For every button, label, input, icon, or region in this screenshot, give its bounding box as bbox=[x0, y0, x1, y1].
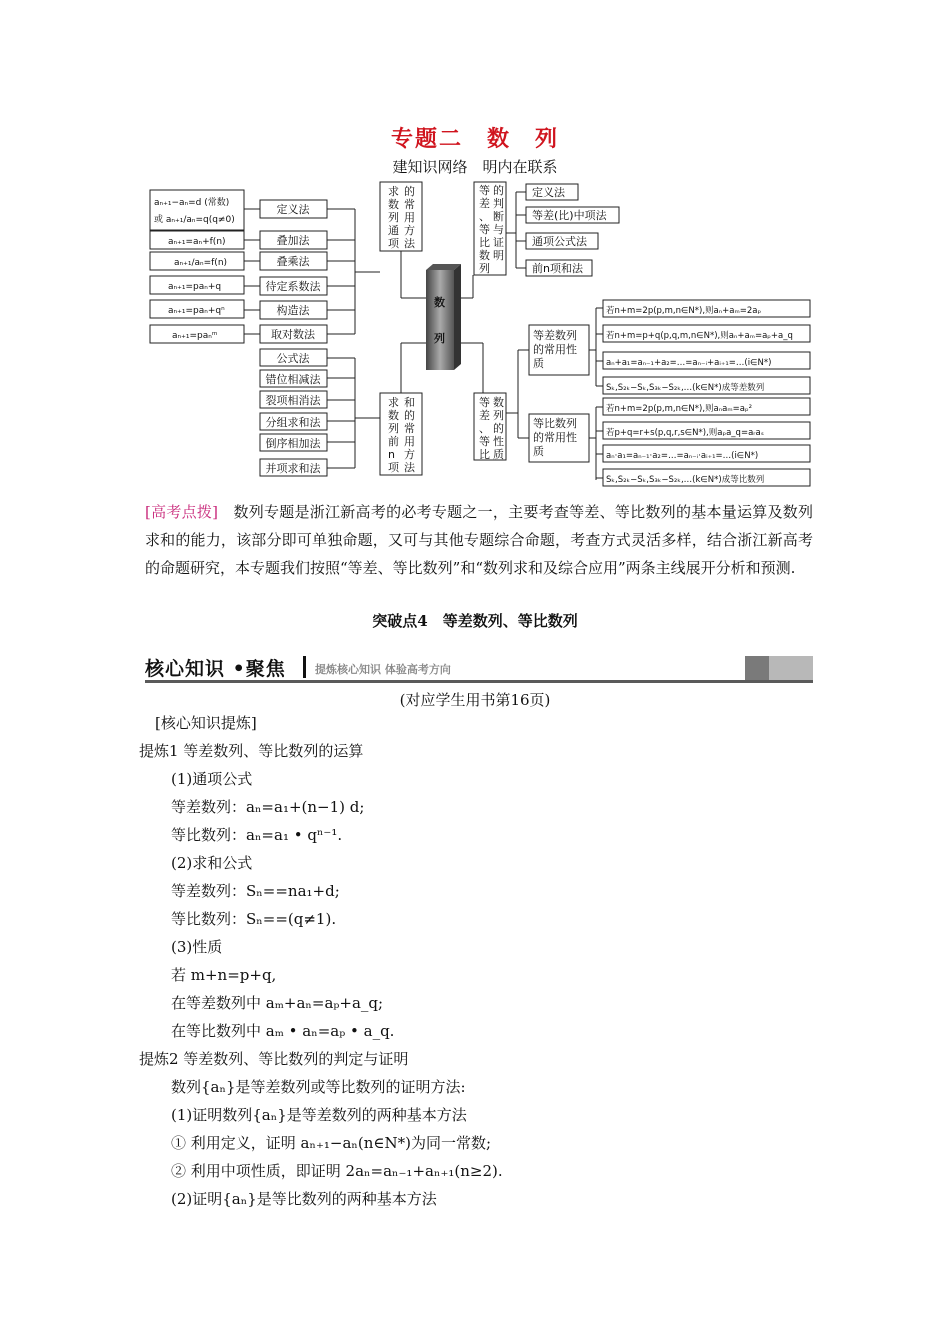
content-line: (1)通项公式 bbox=[171, 770, 253, 788]
method-multiplicative: 叠乘法 bbox=[276, 255, 310, 268]
content-line: 若 m+n=p+q, bbox=[171, 966, 277, 984]
method-construct: 构造法 bbox=[276, 304, 310, 317]
arith-prop-3: aₙ+a₁=aₙ₋₁+a₂=…=aₙ₋ᵢ+aᵢ₊₁=…(i∈N*) bbox=[606, 358, 772, 368]
formula-definition-2: 或 aₙ₊₁/aₙ=q(q≠0) bbox=[154, 215, 235, 225]
content-line: (3)性质 bbox=[171, 938, 223, 956]
content-line: ① 利用定义，证明 aₙ₊₁−aₙ(n∈N*)为同一常数; bbox=[171, 1134, 492, 1152]
content-line: (2)证明{aₙ}是等比数列的两种基本方法 bbox=[171, 1190, 437, 1208]
content-line: [核心知识提炼] bbox=[155, 714, 257, 732]
left-bottom-header: 求 和 数 的 列 常 前 用 n 方 项 法 bbox=[388, 396, 415, 474]
page-subtitle: 建知识网络 明内在联系 bbox=[392, 158, 558, 176]
judge-method-middle: 等差(比)中项法 bbox=[532, 209, 607, 222]
content-line: 提炼1 等差数列、等比数列的运算 bbox=[139, 742, 364, 760]
center-pillar bbox=[426, 264, 461, 370]
page-title: 专题二 数 列 bbox=[390, 126, 559, 152]
formula-construct: aₙ₊₁=paₙ+qⁿ bbox=[168, 306, 225, 316]
intro-paragraph bbox=[145, 498, 813, 582]
geo-prop-3: aₙ·a₁=aₙ₋₁·a₂=…=aₙ₋ᵢ·aᵢ₊₁=…(i∈N*) bbox=[606, 451, 759, 461]
banner-subtitle: 提炼核心知识 体验高考方向 bbox=[315, 663, 451, 676]
judge-method-sum: 前n项和法 bbox=[532, 262, 583, 275]
banner-rule bbox=[145, 680, 813, 683]
content-line: 在等差数列中 aₘ+aₙ=aₚ+a_q; bbox=[171, 994, 384, 1012]
intro-text: 数列专题是浙江新高考的必考专题之一，主要考查等差、等比数列的基本量运算及数列求和的能力，该部分即可单独命题，又可与其他专题综合命题，考查方式灵活多样，结合浙江新高考的命题研究，本专题我们按照“等差、等比数列”和“数列求和及综合应用”两条主线展开分析和预测. bbox=[145, 503, 813, 577]
judge-method-general: 通项公式法 bbox=[532, 235, 587, 248]
section-title: 突破点4 等差数列、等比数列 bbox=[372, 612, 578, 630]
sum-method-group: 分组求和法 bbox=[265, 416, 321, 429]
formula-logarithm: aₙ₊₁=paₙᵐ bbox=[172, 331, 218, 341]
geo-prop-1: 若n+m=2p(p,m,n∈N*),则aₙaₘ=aₚ² bbox=[606, 404, 753, 414]
arith-prop-1: 若n+m=2p(p,m,n∈N*),则aₙ+aₘ=2aₚ bbox=[606, 306, 762, 316]
content-line: 等差数列：Sₙ==na₁+d; bbox=[171, 882, 340, 900]
arith-prop-2: 若n+m=p+q(p,q,m,n∈N*),则aₙ+aₘ=aₚ+a_q bbox=[606, 331, 793, 341]
content-line: (2)求和公式 bbox=[171, 854, 253, 872]
content-line: 等比数列：aₙ=a₁ • qⁿ⁻¹. bbox=[171, 826, 343, 844]
banner-title: 核心知识 •聚焦 bbox=[145, 658, 286, 680]
sum-method-cancel: 裂项相消法 bbox=[265, 394, 321, 407]
sum-method-reverse: 倒序相加法 bbox=[265, 437, 321, 450]
content-line: 等比数列：Sₙ==(q≠1). bbox=[171, 910, 337, 928]
content-line: 数列{aₙ}是等差数列或等比数列的证明方法: bbox=[171, 1078, 466, 1096]
sum-method-pair: 并项求和法 bbox=[265, 462, 321, 475]
reference-note: (对应学生用书第16页) bbox=[399, 691, 551, 709]
content-line: (1)证明数列{aₙ}是等差数列的两种基本方法 bbox=[171, 1106, 467, 1124]
right-bottom-header: 等 数 差 列 、 的 等 性 比 质 bbox=[479, 396, 504, 461]
core-knowledge-banner bbox=[145, 652, 813, 682]
center-label-2: 列 bbox=[434, 332, 445, 345]
content-line: 在等比数列中 aₘ • aₙ=aₚ • a_q. bbox=[171, 1022, 395, 1040]
formula-multiplicative: aₙ₊₁/aₙ=f(n) bbox=[174, 258, 228, 268]
geo-prop-2: 若p+q=r+s(p,q,r,s∈N*),则aₚa_q=aᵣaₛ bbox=[606, 428, 764, 438]
geo-props-header: 等比数列 的常用性 质 bbox=[533, 417, 577, 458]
banner-light-block bbox=[769, 656, 813, 680]
content-line: 提炼2 等差数列、等比数列的判定与证明 bbox=[139, 1050, 409, 1068]
content-line: ② 利用中项性质，即证明 2aₙ=aₙ₋₁+aₙ₊₁(n≥2). bbox=[171, 1162, 503, 1180]
intro-tag: [高考点拨] bbox=[145, 503, 218, 521]
geo-prop-4: Sₖ,S₂ₖ−Sₖ,S₃ₖ−S₂ₖ,…(k∈N*)成等比数列 bbox=[606, 475, 765, 485]
center-label-1: 数 bbox=[434, 296, 445, 309]
formula-definition-1: aₙ₊₁−aₙ=d (常数) bbox=[154, 198, 230, 208]
banner-divider bbox=[303, 656, 306, 678]
knowledge-map-diagram bbox=[148, 178, 813, 485]
method-undetermined: 待定系数法 bbox=[265, 280, 321, 293]
method-definition: 定义法 bbox=[276, 203, 310, 216]
method-additive: 叠加法 bbox=[276, 234, 310, 247]
arith-props-header: 等差数列 的常用性 质 bbox=[533, 329, 577, 370]
method-logarithm: 取对数法 bbox=[271, 328, 315, 341]
left-top-header: 求 的 数 常 列 用 通 方 项 法 bbox=[388, 185, 415, 250]
formula-additive: aₙ₊₁=aₙ+f(n) bbox=[168, 237, 226, 247]
arith-prop-4: Sₖ,S₂ₖ−Sₖ,S₃ₖ−S₂ₖ,…(k∈N*)成等差数列 bbox=[606, 383, 765, 393]
banner-dark-block bbox=[745, 656, 769, 680]
judge-method-definition: 定义法 bbox=[532, 186, 565, 199]
sum-method-formula: 公式法 bbox=[276, 352, 310, 365]
sum-method-shift: 错位相减法 bbox=[265, 373, 321, 386]
right-top-header: 等 的 差 判 、 断 等 与 比 证 数 明 列 bbox=[479, 184, 504, 275]
content-line: 等差数列：aₙ=a₁+(n−1) d; bbox=[171, 798, 365, 816]
formula-undetermined: aₙ₊₁=paₙ+q bbox=[168, 282, 222, 292]
